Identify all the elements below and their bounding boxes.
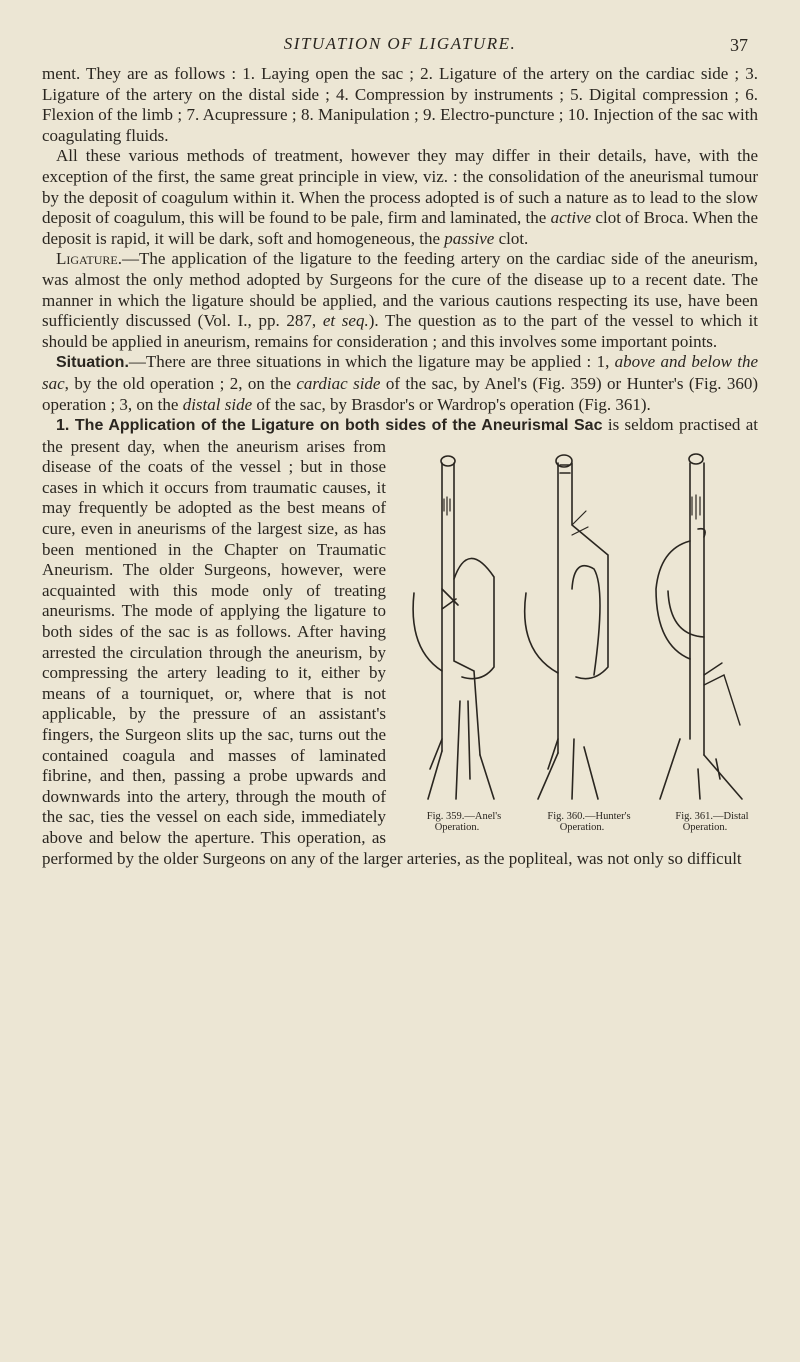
- text-run: clot.: [494, 228, 529, 248]
- paragraph-methods-list: [42, 64, 758, 146]
- paragraph-both-sides: [42, 415, 758, 869]
- body-text: [42, 64, 758, 869]
- methods-list-text: ment. They are as follows : 1. Laying open the sac ; 2. Ligature of the artery on the cardiac side ; 3. Ligature of the artery on the distal side ; 4. Compression by instruments ; 5. Digital compression ; 6. Flexion of the limb ; 7. Acupressure ; 8. Manipulation ; 9. Electro-puncture ; 10. Injection of the sac with coagulating fluids.: [42, 64, 758, 145]
- both-sides-heading: 1. The Application of the Ligature on both sides of the Aneurismal Sac: [56, 417, 603, 435]
- cardiac-side-term: cardiac side: [296, 373, 381, 393]
- passive-clot-term: passive: [444, 228, 495, 248]
- ligature-heading: Ligature.: [56, 249, 122, 269]
- ligature-diagrams-illustration: [398, 439, 764, 811]
- active-clot-term: active: [550, 208, 592, 228]
- paragraph-situation: [42, 352, 758, 415]
- figure-ligature-diagrams: [398, 439, 764, 833]
- paragraph-treatment-principle: [42, 146, 758, 249]
- text-run: clot of Broca. When the deposit is rapid, it will be dark, soft and homogeneous, the: [42, 208, 759, 248]
- text-run: of the sac, by Brasdor's or Wardrop's operation (Fig. 361).: [252, 394, 651, 414]
- fig-361-drawing: [656, 454, 742, 799]
- fig-359-drawing: [413, 456, 494, 799]
- caption-fig-359: Fig. 359.—Anel's Operation.: [426, 810, 502, 833]
- distal-side-term: distal side: [182, 394, 253, 414]
- caption-fig-361: Fig. 361.—Distal Operation.: [675, 810, 749, 833]
- text-run: —There are three situations in which the ligature may be applied : 1,: [128, 352, 615, 372]
- running-head: SITUATION OF LIGATURE.: [283, 34, 517, 53]
- situation-heading: Situation.: [56, 354, 129, 372]
- figure-captions: [398, 811, 764, 835]
- fig-360-drawing: [525, 455, 608, 799]
- text-run: All these various methods of treatment, however they may differ in their details, have, with the exception of the first, the same great principle in view, viz. : the consolidation of the aneurismal tumour by the deposit of coagulum within it. When the process adopted is of such a nature as to lead to the slow deposit of coagulum, this will be found to be pale, firm and laminated, the: [42, 146, 758, 228]
- text-run: ). The question as to the part of the vessel to which it should be applied in aneurism, remains for consideration ; and this involves some important points.: [42, 311, 759, 351]
- text-run: —The application of the ligature to the feeding artery on the cardiac side of the aneurism, was almost the only method adopted by Surgeons for the cure of the disease up to a recent date. The manner in which the ligature should be applied, and the various cautions respecting its use, have been sufficiently discussed (Vol. I., pp. 287,: [42, 249, 758, 331]
- paragraph-ligature: [42, 249, 758, 352]
- text-run: of the sac, by Anel's (Fig. 359) or Hunter's (Fig. 360) operation ; 3, on the: [42, 373, 759, 414]
- page-header: [0, 34, 800, 64]
- page-number: 37: [730, 35, 748, 55]
- et-seq-term: et seq.: [322, 311, 369, 331]
- above-below-term: above and below the sac: [42, 352, 758, 393]
- caption-fig-360: Fig. 360.—Hunter's Operation.: [547, 810, 631, 833]
- text-run: , by the old operation ; 2, on the: [64, 373, 297, 393]
- both-sides-text: is seldom practised at the present day, when the aneurism arises from disease of the coats of the vessel ; but in those cases in which it occurs from traumatic causes, it may frequently be adopted as the best means of cure, even in aneurisms of the largest size, as has been mentioned in the Chapter on Traumatic Aneurism. The older Surgeons, however, were acquainted with this mode only of treating aneurisms. The mode of applying the ligature to both sides of the sac is as follows. After having arrested the circulation through the aneurism, by compressing the artery leading to it, either by means of a tourniquet, or, where that is not applicable, by the pressure of an assistant's fingers, the Surgeon slits up the sac, turns out the contained coagula and masses of laminated fibrine, and then, passing a probe upwards and downwards into the artery, through the mouth of the sac, ties the vessel on each side, immediately above and below the aperture. This operation, as performed by the older Surgeons on any of the larger arteries, as the popliteal, was not only so difficult: [42, 415, 759, 868]
